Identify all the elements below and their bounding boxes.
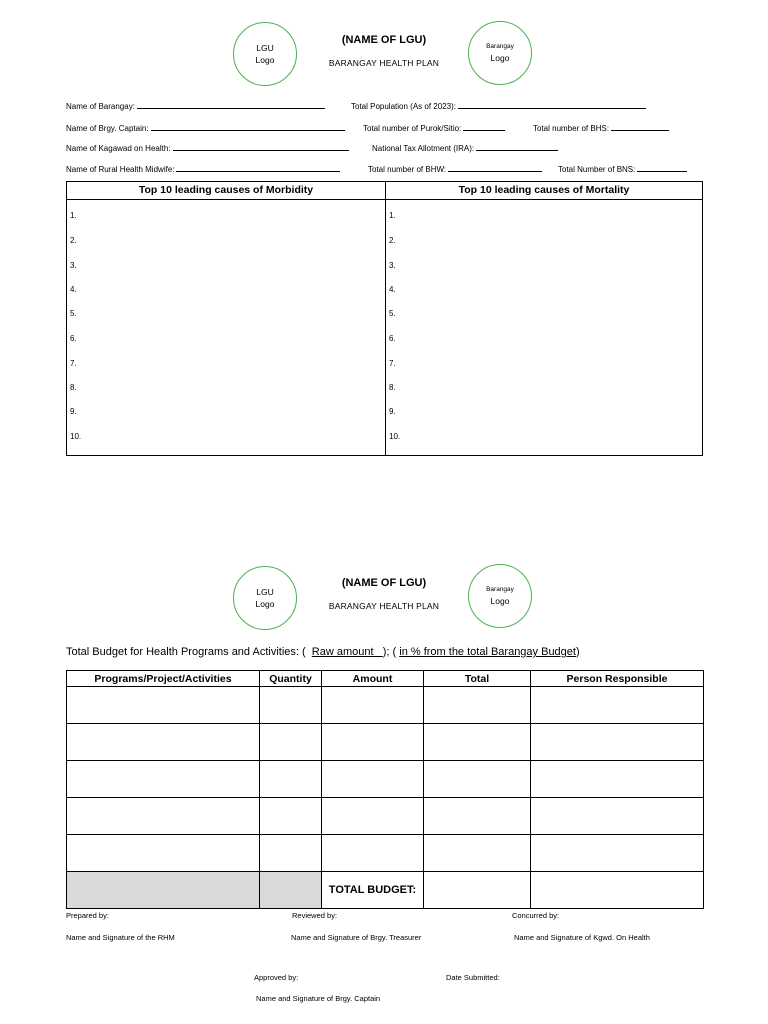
bhw-label: Total number of BHW: [368,165,447,174]
col-total: Total [424,671,531,687]
lgu-logo-placeholder-2 [233,566,297,630]
col-person-responsible: Person Responsible [531,671,704,687]
budget-row [67,724,704,761]
total-budget-row [67,872,704,909]
budget-cell[interactable] [260,835,322,872]
budget-cell[interactable] [322,724,424,761]
budget-cell[interactable] [260,798,322,835]
approved-by-label: Approved by: [254,973,299,982]
barangay-logo-line2: Logo [490,596,510,606]
col-programs: Programs/Project/Activities [67,671,260,687]
ira-label: National Tax Allotment (IRA): [372,144,475,153]
percent-field[interactable]: in % from the total Barangay Budget [399,646,576,658]
total-budget-line [66,646,580,658]
brgy-captain-label: Name of Brgy. Captain: [66,124,149,133]
concurred-by-label: Concurred by: [512,911,560,920]
mortality-item[interactable]: 7. [389,359,396,368]
brgy-captain-field[interactable] [66,122,345,133]
budget-cell[interactable] [67,835,260,872]
budget-cell[interactable] [260,761,322,798]
mortality-item[interactable]: 6. [389,334,396,343]
approved-by-name: Name and Signature of Brgy. Captain [256,994,381,1003]
budget-cell[interactable] [531,724,704,761]
lgu-logo-line1: LGU [256,587,274,597]
lgu-name-title: (NAME OF LGU) [341,34,427,46]
mortality-item[interactable]: 2. [389,236,396,245]
mortality-item[interactable]: 8. [389,383,396,392]
col-quantity: Quantity [260,671,322,687]
morbidity-item[interactable]: 5. [70,309,77,318]
budget-cell[interactable] [531,687,704,724]
morbidity-header: Top 10 leading causes of Morbidity [138,184,314,196]
budget-cell[interactable] [531,798,704,835]
name-of-barangay-field[interactable] [66,100,325,111]
midwife-label: Name of Rural Health Midwife: [66,165,175,174]
budget-cell[interactable] [67,687,260,724]
total-population-field[interactable] [351,100,646,111]
date-submitted-label: Date Submitted: [446,973,500,982]
total-budget-person-cell[interactable] [531,872,704,909]
barangay-logo-placeholder-2 [468,564,532,628]
budget-row [67,835,704,872]
mortality-item[interactable]: 3. [389,261,396,270]
mortality-item[interactable]: 10. [389,432,401,441]
morbidity-item[interactable]: 10. [70,432,82,441]
prepared-by-name: Name and Signature of the RHM [66,933,175,942]
budget-cell[interactable] [322,835,424,872]
barangay-logo-line1: Barangay [486,43,514,50]
barangay-logo-line2: Logo [490,53,510,63]
barangay-logo-line1: Barangay [486,586,514,593]
budget-cell[interactable] [67,724,260,761]
morbidity-item[interactable]: 6. [70,334,77,343]
budget-row [67,761,704,798]
bhs-label: Total number of BHS: [533,124,610,133]
budget-cell[interactable] [322,761,424,798]
budget-cell[interactable] [424,687,531,724]
budget-cell[interactable] [424,724,531,761]
morbidity-item[interactable]: 7. [70,359,77,368]
budget-cell[interactable] [260,687,322,724]
budget-cell[interactable] [67,798,260,835]
barangay-logo-placeholder [468,21,532,85]
ira-field[interactable] [372,142,558,153]
budget-table [66,670,704,909]
prepared-by-label: Prepared by: [66,911,109,920]
mortality-item[interactable]: 1. [389,211,396,220]
morbidity-item[interactable]: 8. [70,383,77,392]
midwife-field[interactable] [66,163,340,174]
budget-cell[interactable] [67,761,260,798]
morbidity-item[interactable]: 1. [70,211,77,220]
leading-causes-table [66,181,703,456]
budget-row [67,687,704,724]
purok-label: Total number of Purok/Sitio: [363,124,462,133]
morbidity-item[interactable]: 9. [70,407,77,416]
raw-amount-field[interactable]: Raw amount [311,646,374,658]
bns-label: Total Number of BNS: [558,165,636,174]
purok-field[interactable] [363,122,505,133]
reviewed-by-name: Name and Signature of Brgy. Treasurer [291,933,422,942]
budget-line-suffix: ) [575,646,580,658]
budget-row [67,798,704,835]
plan-subtitle: BARANGAY HEALTH PLAN [328,58,440,68]
budget-cell[interactable] [322,798,424,835]
budget-cell[interactable] [424,835,531,872]
reviewed-by-label: Reviewed by: [292,911,338,920]
mortality-item[interactable]: 4. [389,285,396,294]
grey-cell [67,872,260,909]
bhs-field[interactable] [533,122,669,133]
budget-cell[interactable] [531,835,704,872]
bhw-field[interactable] [368,163,542,174]
grey-cell [260,872,322,909]
lgu-logo-line2: Logo [255,55,275,65]
total-budget-label: TOTAL BUDGET: [322,872,424,909]
mortality-header: Top 10 leading causes of Mortality [458,184,630,196]
budget-line-mid: ); ( [382,646,397,658]
mortality-item[interactable]: 9. [389,407,396,416]
morbidity-item[interactable]: 3. [70,261,77,270]
lgu-logo-line2: Logo [255,599,275,609]
plan-subtitle-2: BARANGAY HEALTH PLAN [328,601,440,611]
total-population-label: Total Population (As of 2023): [351,102,456,111]
budget-cell[interactable] [531,761,704,798]
budget-cell[interactable] [424,798,531,835]
bns-field[interactable] [558,163,687,174]
budget-line-prefix: Total Budget for Health Programs and Activities: ( [66,646,306,658]
total-budget-value-cell[interactable] [424,872,531,909]
morbidity-item[interactable]: 4. [70,285,77,294]
lgu-logo-placeholder [233,22,297,86]
name-of-barangay-label: Name of Barangay: [66,102,135,111]
lgu-logo-line1: LGU [256,43,274,53]
budget-cell[interactable] [424,761,531,798]
kagawad-label: Name of Kagawad on Health: [66,144,171,153]
col-amount: Amount [322,671,424,687]
morbidity-item[interactable]: 2. [70,236,77,245]
mortality-item[interactable]: 5. [389,309,396,318]
concurred-by-name: Name and Signature of Kgwd. On Health [514,933,650,942]
budget-cell[interactable] [260,724,322,761]
kagawad-field[interactable] [66,142,349,153]
budget-cell[interactable] [322,687,424,724]
lgu-name-title-2: (NAME OF LGU) [341,577,427,589]
